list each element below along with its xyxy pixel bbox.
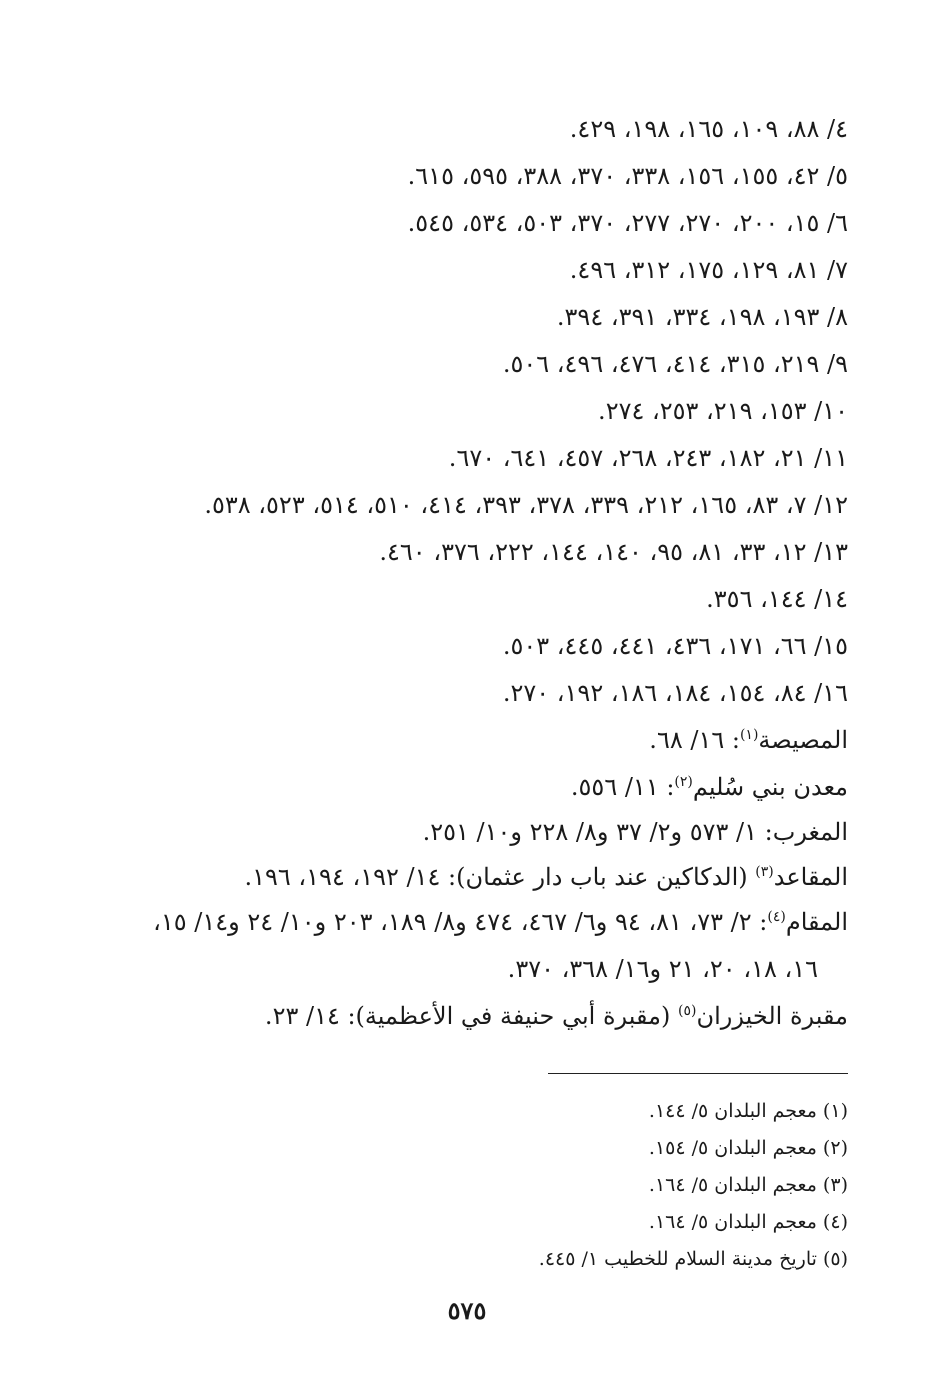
page-number: ٥٧٥ (447, 1296, 487, 1325)
index-line: ١١/ ٢١، ١٨٢، ٢٤٣، ٢٦٨، ٤٥٧، ٦٤١، ٦٧٠. (448, 444, 848, 472)
entry-refs: ٢/ ٧٣، ٨١، ٩٤ و٦/ ٤٦٧، ٤٧٤ و٨/ ١٨٩، ٢٠٣ و١٠/ ٢٤ و١٤/ ١٥، (153, 908, 752, 936)
index-line: ١٤/ ١٤٤، ٣٥٦. (706, 585, 848, 613)
index-line: ٤/ ٨٨، ١٠٩، ١٦٥، ١٩٨، ٤٢٩. (569, 115, 848, 143)
footnote: (٣) معجم البلدان ٥/ ١٦٤. (648, 1174, 848, 1196)
index-entry-maghrib (423, 816, 848, 848)
entry-label: المقام (785, 908, 848, 936)
footnote-ref: (٢) (674, 774, 693, 790)
entry-label: المغرب (772, 818, 848, 846)
entry-label: معدن بني سُليم (692, 773, 848, 801)
entry-refs: ١٦/ ٦٨. (649, 726, 725, 754)
entry-refs: (مقبرة أبي حنيفة في الأعظمية): ١٤/ ٢٣. (264, 1002, 671, 1030)
index-line: ٦/ ١٥، ٢٠٠، ٢٧٠، ٢٧٧، ٣٧٠، ٥٠٣، ٥٣٤، ٥٤٥. (407, 209, 848, 237)
index-entry-maqbarat-khayzuran (265, 1000, 848, 1032)
index-entry-massisa (649, 724, 848, 756)
entry-refs: ١٦، ١٨، ٢٠، ٢١ و١٦/ ٣٦٨، ٣٧٠. (507, 955, 818, 983)
footnote-ref: (٣) (755, 864, 774, 880)
index-entry-continuation (508, 953, 818, 985)
index-line: ٥/ ٤٢، ١٥٥، ١٥٦، ٣٣٨، ٣٧٠، ٣٨٨، ٥٩٥، ٦١٥. (407, 162, 848, 190)
entry-separator: : (757, 818, 773, 846)
footnote-ref: (٥) (678, 1003, 697, 1019)
index-line: ٨/ ١٩٣، ١٩٨، ٣٣٤، ٣٩١، ٣٩٤. (556, 303, 848, 331)
index-line: ١٥/ ٦٦، ١٧١، ٤٣٦، ٤٤١، ٤٤٥، ٥٠٣. (502, 632, 848, 660)
entry-separator: : (751, 908, 768, 936)
footnote-ref: (١) (739, 727, 759, 743)
footnote: (٥) تاريخ مدينة السلام للخطيب ١/ ٤٤٥. (538, 1248, 848, 1270)
footnote: (٤) معجم البلدان ٥/ ١٦٤. (648, 1211, 848, 1233)
entry-label: المصيصة (758, 726, 848, 754)
index-entry-maqaid (244, 861, 848, 893)
index-line: ٩/ ٢١٩، ٣١٥، ٤١٤، ٤٧٦، ٤٩٦، ٥٠٦. (502, 350, 848, 378)
index-line: ١٠/ ١٥٣، ٢١٩، ٢٥٣، ٢٧٤. (598, 397, 848, 425)
entry-refs: ١/ ٥٧٣ و٢/ ٣٧ و٨/ ٢٢٨ و١٠/ ٢٥١. (422, 818, 757, 846)
entry-separator: : (658, 773, 675, 801)
index-line: ١٢/ ٧، ٨٣، ١٦٥، ٢١٢، ٣٣٩، ٣٧٨، ٣٩٣، ٤١٤، ٥١٠، ٥١٤، ٥٢٣، ٥٣٨. (204, 491, 848, 519)
entry-refs: ١١/ ٥٥٦. (570, 773, 659, 801)
entry-refs: (الدكاكين عند باب دار عثمان): ١٤/ ١٩٢، ١٩٤، ١٩٦. (244, 863, 748, 891)
entry-separator (670, 1002, 678, 1030)
index-entry-madin-bani-sulaym (571, 771, 848, 803)
footnote-ref: (٤) (767, 909, 786, 925)
entry-label: المقاعد (773, 863, 848, 891)
index-entry-maqam (153, 906, 848, 938)
index-line: ١٦/ ٨٤، ١٥٤، ١٨٤، ١٨٦، ١٩٢، ٢٧٠. (502, 679, 848, 707)
footnote: (١) معجم البلدان ٥/ ١٤٤. (648, 1100, 848, 1122)
entry-separator: : (724, 726, 740, 754)
entry-label: مقبرة الخيزران (696, 1002, 848, 1030)
index-line: ١٣/ ١٢، ٣٣، ٨١، ٩٥، ١٤٠، ١٤٤، ٢٢٢، ٣٧٦، ٤٦٠. (379, 538, 848, 566)
index-line: ٧/ ٨١، ١٢٩، ١٧٥، ٣١٢، ٤٩٦. (569, 256, 848, 284)
footnote: (٢) معجم البلدان ٥/ ١٥٤. (648, 1137, 848, 1159)
footnote-divider (548, 1073, 848, 1074)
